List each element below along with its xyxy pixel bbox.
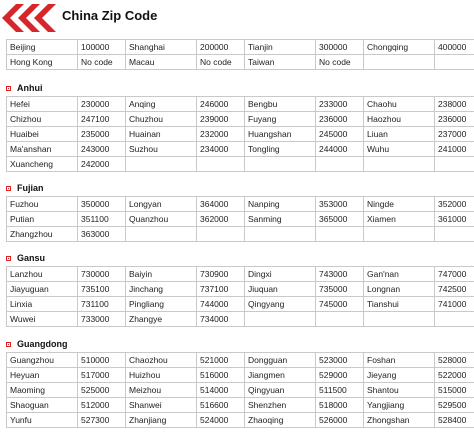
- zip-code-cell: 523000: [316, 353, 364, 368]
- city-name-cell: Chaohu: [364, 97, 435, 112]
- zip-code-cell: 737100: [197, 282, 245, 297]
- city-name-cell: Pingliang: [126, 297, 197, 312]
- city-name-cell: Jiangmen: [245, 368, 316, 383]
- city-name-cell: Tianjin: [245, 40, 316, 55]
- zip-code-cell: 350000: [78, 197, 126, 212]
- zip-code-cell: 528400: [435, 413, 474, 428]
- province-section-guangdong: [6, 336, 467, 428]
- zip-code-cell: 364000: [197, 197, 245, 212]
- section-title: Gansu: [17, 253, 46, 263]
- zip-code-cell: [435, 227, 474, 242]
- zip-code-cell: [316, 157, 364, 172]
- zip-code-cell: 524000: [197, 413, 245, 428]
- zip-code-cell: 239000: [197, 112, 245, 127]
- city-name-cell: Sanming: [245, 212, 316, 227]
- city-name-cell: Ma'anshan: [7, 142, 78, 157]
- city-name-cell: Guangzhou: [7, 353, 78, 368]
- city-name-cell: Anqing: [126, 97, 197, 112]
- table-row: [7, 127, 474, 142]
- municipalities-section: [6, 39, 467, 70]
- zip-code-cell: 730000: [78, 267, 126, 282]
- city-name-cell: Foshan: [364, 353, 435, 368]
- zip-code-cell: 514000: [197, 383, 245, 398]
- city-name-cell: Tongling: [245, 142, 316, 157]
- city-name-cell: Jinchang: [126, 282, 197, 297]
- city-name-cell: Jieyang: [364, 368, 435, 383]
- city-name-cell: Zhanjiang: [126, 413, 197, 428]
- zip-code-cell: 361000: [435, 212, 474, 227]
- city-name-cell: Liuan: [364, 127, 435, 142]
- city-name-cell: Jiayuguan: [7, 282, 78, 297]
- section-header: [6, 180, 452, 196]
- zip-code-cell: 234000: [197, 142, 245, 157]
- zip-code-cell: 734000: [197, 312, 245, 327]
- zip-code-cell: 528000: [435, 353, 474, 368]
- zip-code-cell: 518000: [316, 398, 364, 413]
- city-name-cell: Longnan: [364, 282, 435, 297]
- city-name-cell: [364, 227, 435, 242]
- city-name-cell: Shantou: [364, 383, 435, 398]
- city-name-cell: Xuancheng: [7, 157, 78, 172]
- city-name-cell: Linxia: [7, 297, 78, 312]
- table-row: [7, 267, 474, 282]
- chevron-left-icon: [2, 4, 60, 32]
- zip-code-cell: No code: [316, 55, 364, 70]
- zip-code-cell: 743000: [316, 267, 364, 282]
- zip-code-cell: 516000: [197, 368, 245, 383]
- city-name-cell: Haozhou: [364, 112, 435, 127]
- city-name-cell: [245, 227, 316, 242]
- section-header: [6, 336, 452, 352]
- table-row: [7, 212, 474, 227]
- zip-code-cell: 529000: [316, 368, 364, 383]
- table-row: [7, 282, 474, 297]
- zip-code-cell: 529500: [435, 398, 474, 413]
- table-row: [7, 55, 474, 70]
- zip-code-cell: 733000: [78, 312, 126, 327]
- zip-code-cell: 243000: [78, 142, 126, 157]
- city-name-cell: Gan'nan: [364, 267, 435, 282]
- section-header: [6, 250, 452, 266]
- table-row: [7, 398, 474, 413]
- zip-code-cell: 744000: [197, 297, 245, 312]
- section-title: Fujian: [17, 183, 44, 193]
- table-row: [7, 197, 474, 212]
- city-name-cell: Bengbu: [245, 97, 316, 112]
- table-row: [7, 40, 474, 55]
- zip-code-cell: [197, 157, 245, 172]
- square-bullet-icon: [6, 342, 11, 347]
- city-name-cell: Taiwan: [245, 55, 316, 70]
- zip-table: [6, 196, 474, 242]
- zip-code-cell: 515000: [435, 383, 474, 398]
- city-name-cell: Wuwei: [7, 312, 78, 327]
- zip-code-cell: [435, 157, 474, 172]
- city-name-cell: Fuyang: [245, 112, 316, 127]
- city-name-cell: Shanwei: [126, 398, 197, 413]
- city-name-cell: Chaozhou: [126, 353, 197, 368]
- zip-code-cell: 742500: [435, 282, 474, 297]
- city-name-cell: Huaibei: [7, 127, 78, 142]
- zip-table: [6, 266, 474, 327]
- zip-code-cell: 365000: [316, 212, 364, 227]
- table-row: [7, 383, 474, 398]
- table-row: [7, 413, 474, 428]
- city-name-cell: Putian: [7, 212, 78, 227]
- city-name-cell: Zhangye: [126, 312, 197, 327]
- municipalities-table: [6, 39, 474, 70]
- zip-code-cell: No code: [197, 55, 245, 70]
- zip-code-cell: 352000: [435, 197, 474, 212]
- city-name-cell: Huainan: [126, 127, 197, 142]
- table-row: [7, 353, 474, 368]
- zip-table: [6, 96, 474, 172]
- city-name-cell: Chuzhou: [126, 112, 197, 127]
- zip-code-cell: 362000: [197, 212, 245, 227]
- section-title: Anhui: [17, 83, 43, 93]
- table-row: [7, 157, 474, 172]
- page-header: [0, 0, 474, 34]
- city-name-cell: Meizhou: [126, 383, 197, 398]
- city-name-cell: Huizhou: [126, 368, 197, 383]
- city-name-cell: Hefei: [7, 97, 78, 112]
- zip-code-cell: 745000: [316, 297, 364, 312]
- zip-code-cell: 517000: [78, 368, 126, 383]
- square-bullet-icon: [6, 256, 11, 261]
- city-name-cell: Suzhou: [126, 142, 197, 157]
- table-row: [7, 112, 474, 127]
- city-name-cell: Heyuan: [7, 368, 78, 383]
- city-name-cell: [364, 55, 435, 70]
- zip-code-cell: 741000: [435, 297, 474, 312]
- zip-code-cell: 236000: [316, 112, 364, 127]
- zip-code-cell: 300000: [316, 40, 364, 55]
- zip-code-cell: 245000: [316, 127, 364, 142]
- city-name-cell: Chongqing: [364, 40, 435, 55]
- square-bullet-icon: [6, 186, 11, 191]
- city-name-cell: Dongguan: [245, 353, 316, 368]
- city-name-cell: Beijing: [7, 40, 78, 55]
- zip-code-cell: 100000: [78, 40, 126, 55]
- city-name-cell: Nanping: [245, 197, 316, 212]
- zip-code-cell: No code: [78, 55, 126, 70]
- zip-code-cell: 237000: [435, 127, 474, 142]
- zip-code-cell: 232000: [197, 127, 245, 142]
- zip-code-cell: [435, 55, 474, 70]
- city-name-cell: Zhaoqing: [245, 413, 316, 428]
- city-name-cell: Shanghai: [126, 40, 197, 55]
- city-name-cell: Quanzhou: [126, 212, 197, 227]
- zip-code-cell: 242000: [78, 157, 126, 172]
- zip-table: [6, 352, 474, 428]
- city-name-cell: Yunfu: [7, 413, 78, 428]
- zip-code-cell: 247100: [78, 112, 126, 127]
- zip-code-cell: [316, 227, 364, 242]
- zip-code-cell: 241000: [435, 142, 474, 157]
- city-name-cell: Huangshan: [245, 127, 316, 142]
- zip-code-cell: 400000: [435, 40, 474, 55]
- table-row: [7, 297, 474, 312]
- table-row: [7, 142, 474, 157]
- zip-code-cell: 200000: [197, 40, 245, 55]
- city-name-cell: [245, 312, 316, 327]
- city-name-cell: [364, 312, 435, 327]
- zip-code-cell: 235000: [78, 127, 126, 142]
- zip-code-cell: 527300: [78, 413, 126, 428]
- city-name-cell: Chizhou: [7, 112, 78, 127]
- zip-code-cell: 522000: [435, 368, 474, 383]
- city-name-cell: [364, 157, 435, 172]
- zip-code-cell: 516600: [197, 398, 245, 413]
- city-name-cell: Lanzhou: [7, 267, 78, 282]
- city-name-cell: Qingyuan: [245, 383, 316, 398]
- zip-code-cell: 525000: [78, 383, 126, 398]
- zip-code-cell: 526000: [316, 413, 364, 428]
- zip-code-cell: 512000: [78, 398, 126, 413]
- zip-code-cell: 246000: [197, 97, 245, 112]
- zip-code-cell: 236000: [435, 112, 474, 127]
- zip-code-cell: 511500: [316, 383, 364, 398]
- province-section-fujian: [6, 180, 467, 242]
- zip-code-cell: 233000: [316, 97, 364, 112]
- city-name-cell: [126, 157, 197, 172]
- province-section-anhui: [6, 80, 467, 172]
- city-name-cell: Shenzhen: [245, 398, 316, 413]
- city-name-cell: Macau: [126, 55, 197, 70]
- zip-code-cell: 731100: [78, 297, 126, 312]
- city-name-cell: Maoming: [7, 383, 78, 398]
- city-name-cell: Zhongshan: [364, 413, 435, 428]
- zip-code-cell: 351100: [78, 212, 126, 227]
- city-name-cell: Hong Kong: [7, 55, 78, 70]
- zip-code-cell: 244000: [316, 142, 364, 157]
- city-name-cell: [245, 157, 316, 172]
- zip-code-cell: 735000: [316, 282, 364, 297]
- province-section-gansu: [6, 250, 467, 327]
- city-name-cell: Qingyang: [245, 297, 316, 312]
- city-name-cell: Baiyin: [126, 267, 197, 282]
- zip-code-cell: 238000: [435, 97, 474, 112]
- zip-code-cell: [435, 312, 474, 327]
- city-name-cell: Wuhu: [364, 142, 435, 157]
- zip-code-cell: 747000: [435, 267, 474, 282]
- city-name-cell: Fuzhou: [7, 197, 78, 212]
- zip-code-cell: 521000: [197, 353, 245, 368]
- square-bullet-icon: [6, 86, 11, 91]
- table-row: [7, 227, 474, 242]
- city-name-cell: Ningde: [364, 197, 435, 212]
- section-title: Guangdong: [17, 339, 68, 349]
- zip-code-cell: 230000: [78, 97, 126, 112]
- city-name-cell: [126, 227, 197, 242]
- table-row: [7, 97, 474, 112]
- zip-code-cell: 353000: [316, 197, 364, 212]
- page-title: China Zip Code: [62, 8, 158, 23]
- city-name-cell: Xiamen: [364, 212, 435, 227]
- city-name-cell: Zhangzhou: [7, 227, 78, 242]
- section-header: [6, 80, 452, 96]
- city-name-cell: Jiuquan: [245, 282, 316, 297]
- city-name-cell: Longyan: [126, 197, 197, 212]
- zip-code-cell: [197, 227, 245, 242]
- zip-code-cell: 735100: [78, 282, 126, 297]
- zip-code-cell: 363000: [78, 227, 126, 242]
- city-name-cell: Yangjiang: [364, 398, 435, 413]
- city-name-cell: Shaoguan: [7, 398, 78, 413]
- zip-code-cell: 730900: [197, 267, 245, 282]
- city-name-cell: Tianshui: [364, 297, 435, 312]
- city-name-cell: Dingxi: [245, 267, 316, 282]
- zip-code-cell: 510000: [78, 353, 126, 368]
- zip-code-cell: [316, 312, 364, 327]
- table-row: [7, 368, 474, 383]
- table-row: [7, 312, 474, 327]
